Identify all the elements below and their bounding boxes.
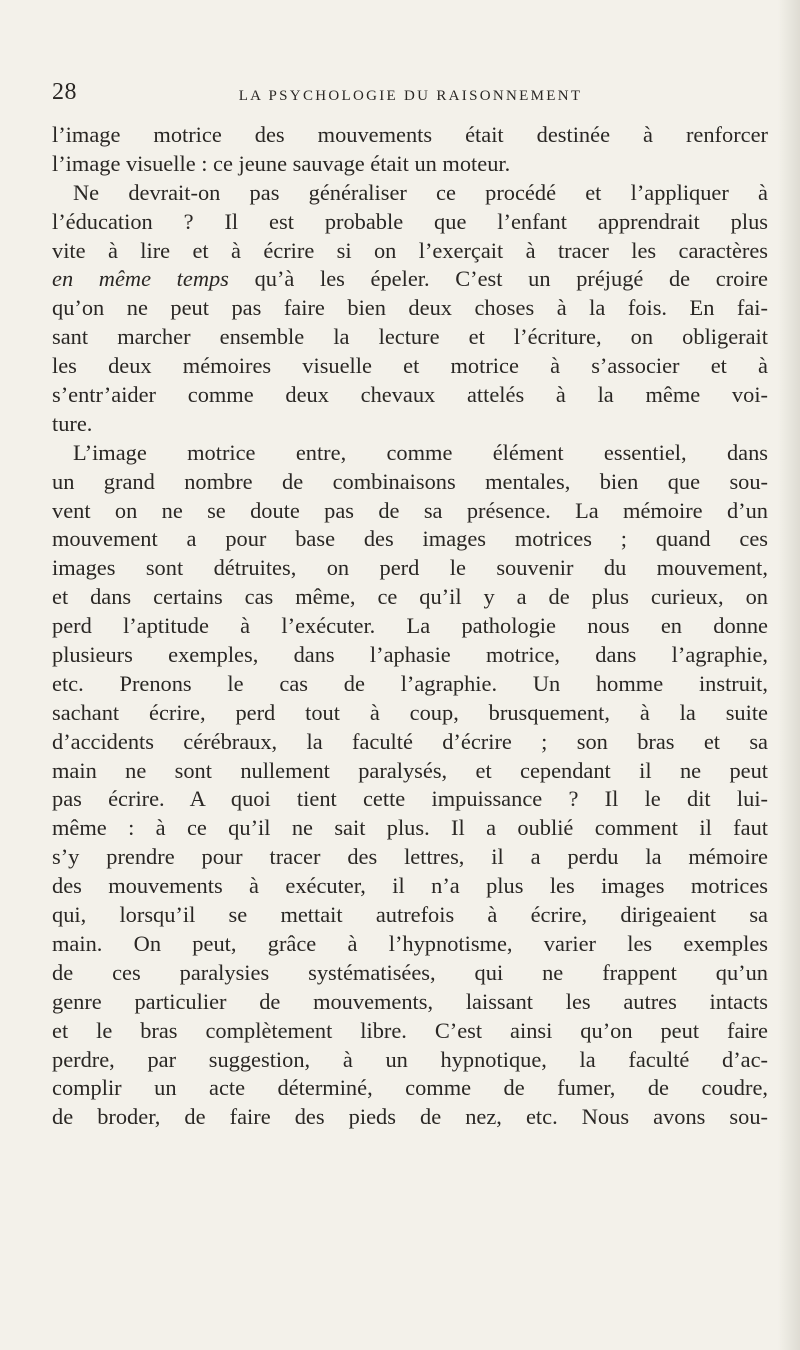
text-line: Ne devrait-on pas généraliser ce procédé et l’appliquer à: [73, 179, 768, 205]
running-head: LA PSYCHOLOGIE DU RAISONNEMENT: [238, 88, 583, 104]
text-line: même : à ce qu’il ne sait plus. Il a oublié comment il faut: [52, 815, 768, 841]
text-line: complir un acte déterminé, comme de fumer, de coudre,: [52, 1075, 768, 1101]
text-line: l’image visuelle : ce jeune sauvage était un moteur.: [52, 150, 511, 176]
text-line: de broder, de faire des pieds de nez, etc. Nous avons sou-: [52, 1104, 768, 1130]
text-line: images sont détruites, on perd le souvenir du mouvement,: [52, 555, 768, 581]
text-line: perd l’aptitude à l’exécuter. La pathologie nous en donne: [52, 613, 768, 639]
page-header: [52, 78, 757, 112]
page-number: 28: [52, 79, 77, 105]
text-line: s’entr’aider comme deux chevaux attelés à la même voi-: [52, 382, 768, 408]
text-line: l’éducation ? Il est probable que l’enfant apprendrait plus: [52, 208, 768, 234]
text-line-rest: qu’à les épeler. C’est un préjugé de croire: [254, 266, 768, 292]
text-line: ture.: [52, 410, 93, 436]
text-line: mouvement a pour base des images motrices ; quand ces: [52, 526, 768, 552]
text-line: de ces paralysies systématisées, qui ne frappent qu’un: [52, 959, 768, 985]
text-line: L’image motrice entre, comme élément essentiel, dans: [73, 439, 768, 465]
text-line: genre particulier de mouvements, laissant les autres intacts: [52, 988, 768, 1014]
text-line: et le bras complètement libre. C’est ainsi qu’on peut faire: [52, 1017, 768, 1043]
text-line-with-emphasis: [52, 265, 768, 294]
text-line: sant marcher ensemble la lecture et l’écriture, on obligerait: [52, 324, 768, 350]
emphasis: en même temps: [52, 266, 229, 292]
text-line: sachant écrire, perd tout à coup, brusquement, à la suite: [52, 699, 768, 725]
text-line: un grand nombre de combinaisons mentales, bien que sou-: [52, 468, 768, 494]
text-line: des mouvements à exécuter, il n’a plus les images motrices: [52, 873, 768, 899]
text-line: main ne sont nullement paralysés, et cependant il ne peut: [52, 757, 768, 783]
text-line: vent on ne se doute pas de sa présence. La mémoire d’un: [52, 497, 768, 523]
text-line: plusieurs exemples, dans l’aphasie motrice, dans l’agraphie,: [52, 642, 768, 668]
body-text: [52, 121, 768, 1132]
text-line: qu’on ne peut pas faire bien deux choses à la fois. En fai-: [52, 295, 768, 321]
text-line: etc. Prenons le cas de l’agraphie. Un homme instruit,: [52, 670, 768, 696]
text-line: d’accidents cérébraux, la faculté d’écrire ; son bras et sa: [52, 728, 768, 754]
text-line: les deux mémoires visuelle et motrice à s’associer et à: [52, 353, 768, 379]
text-line: l’image motrice des mouvements était destinée à renforcer: [52, 122, 768, 147]
text-line: s’y prendre pour tracer des lettres, il a perdu la mémoire: [52, 844, 768, 870]
text-line: main. On peut, grâce à l’hypnotisme, varier les exemples: [52, 930, 768, 956]
page-edge-shadow: [778, 0, 800, 1350]
text-line: perdre, par suggestion, à un hypnotique, la faculté d’ac-: [52, 1046, 768, 1072]
text-line: vite à lire et à écrire si on l’exerçait à tracer les caractères: [52, 237, 768, 263]
text-line: qui, lorsqu’il se mettait autrefois à écrire, dirigeaient sa: [52, 902, 768, 928]
text-line: pas écrire. A quoi tient cette impuissance ? Il le dit lui-: [52, 786, 768, 812]
text-line: et dans certains cas même, ce qu’il y a de plus curieux, on: [52, 584, 768, 610]
